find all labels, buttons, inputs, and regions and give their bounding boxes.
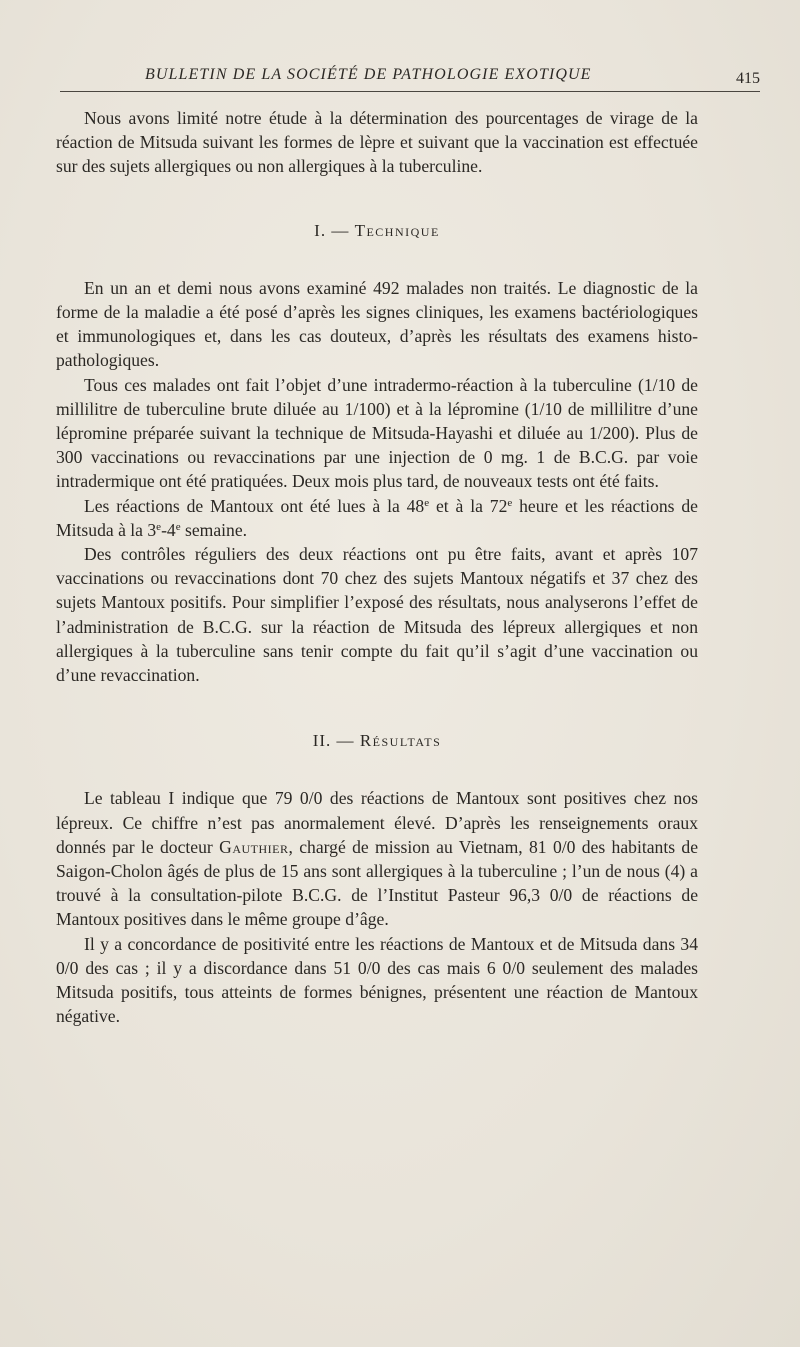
author-name: Gauthier bbox=[219, 836, 289, 857]
paragraph: Des contrôles réguliers des deux réactions ont pu être faits, avant et après 107 vaccinations ou revaccinations dont 70 chez des sujets Mantoux négatifs et 37 chez des sujets Mantoux positifs. Pour simplifier l’exposé des résultats, nous analyserons l’effet de l’administration de B.C.G. sur la réaction de Mitsuda des lépreux allergiques et non allergiques à la tuberculine sans tenir compte du fait qu’il s’agit d’une vaccination ou d’une revaccination. bbox=[56, 544, 698, 686]
section-number: II. — bbox=[312, 731, 355, 751]
text-run: Les réactions de Mantoux ont été lues à la 48 bbox=[84, 495, 425, 516]
superscript: e bbox=[507, 496, 513, 509]
section-heading-technique bbox=[56, 219, 698, 243]
section-title: Résultats bbox=[359, 731, 442, 751]
text-run: semaine. bbox=[180, 519, 248, 540]
superscript: e bbox=[424, 496, 430, 509]
text-run: heure et les réactions de Mitsuda à la 3 bbox=[56, 495, 698, 540]
superscript: e bbox=[175, 520, 181, 533]
text-run: Le tableau I indique que 79 0/0 des réactions de Mantoux sont positives chez nos lépreux. Ce chiffre n’est pas anormalement élevé. D’après les renseignements oraux donnés par le docteur bbox=[56, 788, 698, 857]
text-run: -4 bbox=[161, 519, 176, 540]
paragraph: En un an et demi nous avons examiné 492 malades non traités. Le diagnostic de la forme de la maladie a été posé d’après les signes cliniques, les examens bactériologiques et immunologiques et, dans les cas douteux, d’après les résultats des examens histo-pathologiques. bbox=[56, 277, 698, 371]
paragraph: Il y a concordance de positivité entre les réactions de Mantoux et de Mitsuda dans 34 0/0 des cas ; il y a discordance dans 51 0/0 des cas mais 6 0/0 seulement des malades Mitsuda positifs, tous atteints de formes bénignes, présentent une réaction de Mantoux négative. bbox=[56, 933, 698, 1027]
section-heading-resultats bbox=[56, 729, 698, 753]
superscript: e bbox=[156, 520, 162, 533]
paragraph: Tous ces malades ont fait l’objet d’une intradermo-réaction à la tuberculine (1/10 de millilitre de tuberculine brute diluée au 1/100) et à la lépromine (1/10 de millilitre d’une lépromine préparée suivant la technique de Mitsuda-Hayashi et diluée au 1/200). Plus de 300 vaccinations ou revaccinations par une injection de 0 mg. 1 de B.C.G. par voie intradermique ont été pratiquées. Deux mois plus tard, de nouveaux tests ont été faits. bbox=[56, 374, 698, 492]
article-body bbox=[56, 106, 698, 1029]
section-title: Technique bbox=[354, 220, 440, 240]
section-number: I. — bbox=[314, 220, 350, 240]
paragraph-results bbox=[56, 786, 698, 931]
page-header bbox=[60, 64, 760, 94]
paragraph-reading-times bbox=[56, 494, 698, 542]
header-rule bbox=[60, 91, 760, 92]
text-run: , chargé de mission au Vietnam, 81 0/0 des habitants de Saigon-Cholon âgés de plus de 15 ans sont allergiques à la tuberculine ; l’un de nous (4) a trouvé à la consultation-pilote B.C.G. de l’Institut Pasteur 96,3 0/0 de réactions de Mantoux positives dans le même groupe d’âge. bbox=[56, 836, 699, 930]
text-run: et à la 72 bbox=[429, 495, 508, 516]
page-number: 415 bbox=[736, 70, 760, 87]
intro-paragraph: Nous avons limité notre étude à la détermination des pourcentages de virage de la réaction de Mitsuda suivant les formes de lèpre et suivant que la vaccination est effectuée sur des sujets allergiques ou non allergiques à la tuberculine. bbox=[56, 108, 698, 177]
running-title: BULLETIN DE LA SOCIÉTÉ DE PATHOLOGIE EXOTIQUE bbox=[145, 66, 592, 83]
